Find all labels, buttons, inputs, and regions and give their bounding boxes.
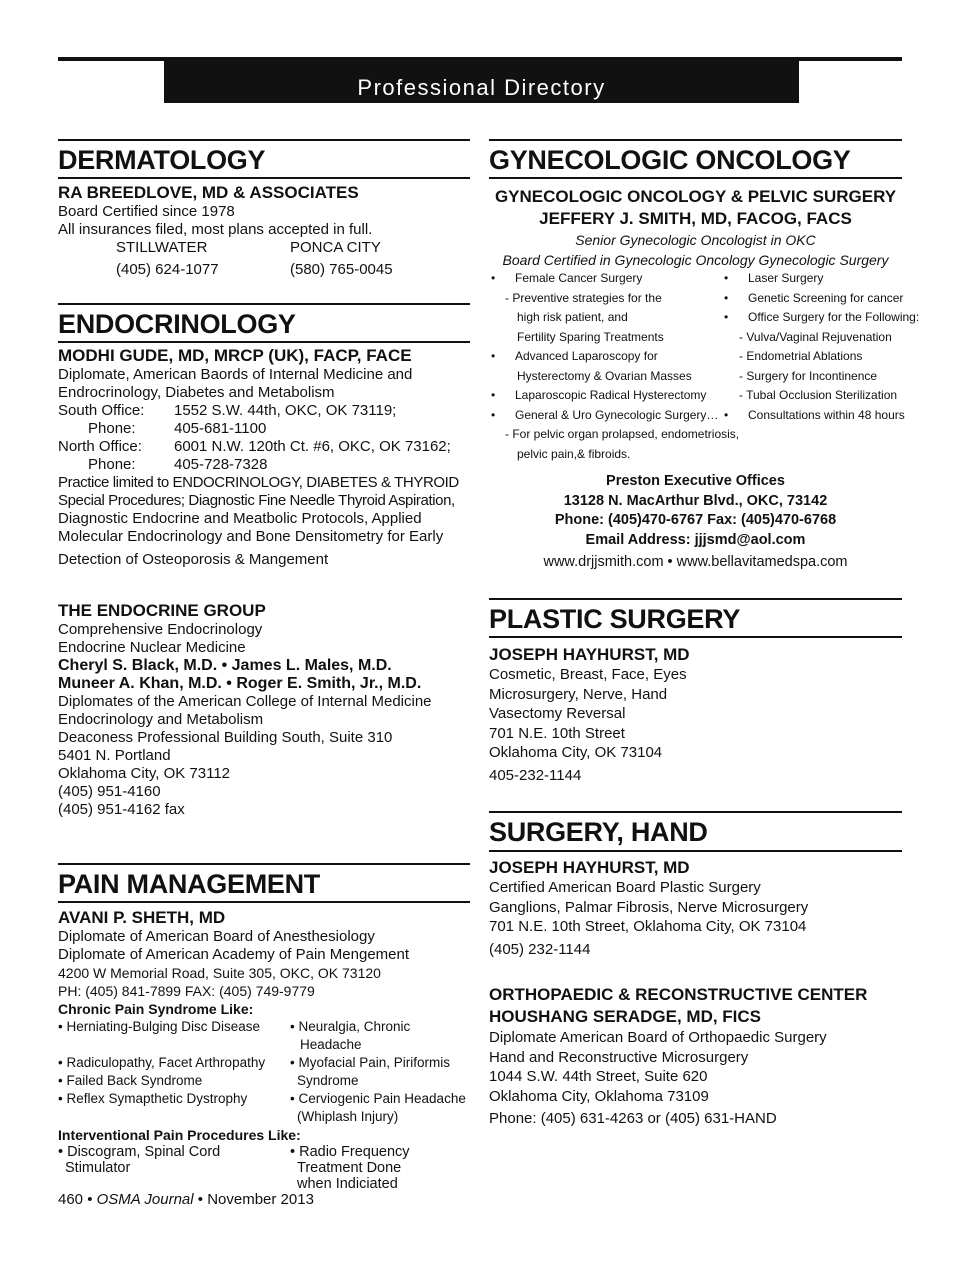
page-banner: Professional Directory xyxy=(164,61,799,103)
practice-title: ORTHOPAEDIC & RECONSTRUCTIVE CENTER xyxy=(489,985,868,1004)
listing-line: PH: (405) 841-7899 FAX: (405) 749-9779 xyxy=(58,983,315,999)
physician-names: Muneer A. Khan, M.D. • Roger E. Smith, Jr., M.D. xyxy=(58,675,422,692)
listing-name: HOUSHANG SERADGE, MD, FICS xyxy=(489,1007,762,1026)
list-item: Treatment Done xyxy=(297,1160,402,1176)
credential-line: Senior Gynecologic Oncologist in OKC xyxy=(575,232,816,248)
listing-name: JEFFERY J. SMITH, MD, FACOG, FACS xyxy=(539,209,852,228)
listing-name: AVANI P. SHETH, MD xyxy=(58,908,226,927)
practice-line: Diagnostic Endocrine and Meatbolic Protocols, Applied xyxy=(58,510,422,527)
office-address: 1552 S.W. 44th, OKC, OK 73119; xyxy=(174,402,397,419)
list-item: pelvic pain,& fibroids. xyxy=(517,446,631,461)
interventional-heading: Interventional Pain Procedures Like: xyxy=(58,1127,301,1143)
listing-line: Ganglions, Palmar Fibrosis, Nerve Microsurgery xyxy=(489,898,809,916)
list-item: Syndrome xyxy=(297,1073,359,1088)
listing-line: Certified American Board Plastic Surgery xyxy=(489,879,761,896)
list-item: Advanced Laparoscopy for xyxy=(515,349,658,363)
section-rule xyxy=(489,811,902,813)
interventional-list-left xyxy=(58,1144,220,1176)
practice-title: GYNECOLOGIC ONCOLOGY & PELVIC SURGERY xyxy=(494,187,897,206)
section-rule xyxy=(489,139,902,141)
office-label: North Office: xyxy=(58,438,142,455)
section-rule xyxy=(58,341,470,343)
list-item: Genetic Screening for cancer xyxy=(748,290,904,305)
bullet: • xyxy=(491,388,496,402)
office-email: Email Address: jjjsmd@aol.com xyxy=(585,531,806,548)
section-heading-gynecologic-oncology: GYNECOLOGIC ONCOLOGY xyxy=(489,145,851,175)
chronic-list-right xyxy=(290,1018,466,1126)
bullet: • xyxy=(491,407,496,422)
list-item: Laser Surgery xyxy=(748,271,824,285)
listing-line: Cosmetic, Breast, Face, Eyes xyxy=(489,666,687,683)
office-phone: (580) 765-0045 xyxy=(290,261,393,278)
list-item: Consultations within 48 hours xyxy=(748,407,905,422)
listing-line: 701 N.E. 10th Street xyxy=(489,724,625,742)
bullet: • xyxy=(724,290,729,305)
list-item: • Neuralgia, Chronic xyxy=(290,1019,411,1034)
practice-line: Practice limited to ENDOCRINOLOGY, DIABETES & THYROID xyxy=(58,474,459,491)
journal-name: OSMA Journal xyxy=(96,1191,194,1208)
list-item: - Vulva/Vaginal Rejuvenation xyxy=(739,329,892,344)
practice-line: Detection of Osteoporosis & Mangement xyxy=(58,551,329,568)
chronic-pain-heading: Chronic Pain Syndrome Like: xyxy=(58,1001,254,1017)
list-item: • Cerviogenic Pain Headache xyxy=(290,1091,466,1106)
section-rule xyxy=(489,177,902,179)
list-item: (Whiplash Injury) xyxy=(297,1109,399,1124)
bullet: • xyxy=(724,271,729,285)
list-item: - Preventive strategies for the xyxy=(505,290,662,305)
listing-name: RA BREEDLOVE, MD & ASSOCIATES xyxy=(58,183,359,202)
section-rule xyxy=(58,863,470,865)
page-number: 460 • xyxy=(58,1191,97,1208)
listing-line: 4200 W Memorial Road, Suite 305, OKC, OK 73120 xyxy=(58,965,381,981)
office-city: PONCA CITY xyxy=(290,239,381,256)
chronic-list-left xyxy=(58,1018,265,1108)
services-list-left xyxy=(489,269,739,464)
office-phone: Phone: (405)470-6767 Fax: (405)470-6768 xyxy=(554,512,837,528)
section-rule xyxy=(489,636,902,638)
listing-line: Board Certified since 1978 xyxy=(58,203,235,220)
listing-line: Oklahoma City, OK 73112 xyxy=(58,765,231,782)
phone-label: Phone: xyxy=(88,456,136,473)
physician-names: Cheryl S. Black, M.D. • James L. Males, M.D. xyxy=(58,657,392,674)
listing-phone: (405) 232-1144 xyxy=(489,940,591,958)
listing-line: Diplomate of American Academy of Pain Mengement xyxy=(58,946,410,963)
credential-line: Board Certified in Gynecologic Oncology Gynecologic Surgery xyxy=(502,252,889,268)
listing-breedlove xyxy=(58,183,470,279)
list-item: • Radio Frequency xyxy=(290,1144,410,1160)
listing-endocrine-group xyxy=(58,601,470,819)
list-item: • Radiculopathy, Facet Arthropathy xyxy=(58,1055,266,1070)
section-rule xyxy=(489,598,902,600)
listing-line: (405) 951-4162 fax xyxy=(58,801,185,818)
listing-line: Diplomate American Board of Orthopaedic Surgery xyxy=(489,1029,827,1046)
list-item: - Endometrial Ablations xyxy=(739,349,863,363)
listing-line: Endrocrinology, Diabetes and Metabolism xyxy=(58,384,335,401)
office-address: 13128 N. MacArthur Blvd., OKC, 73142 xyxy=(563,492,828,509)
listing-line: All insurances filed, most plans accepted in full. xyxy=(58,221,373,238)
bullet: • xyxy=(491,271,496,285)
listing-line: Diplomate of American Board of Anesthesiology xyxy=(58,928,375,945)
listing-line: Deaconess Professional Building South, Suite 310 xyxy=(58,729,393,746)
section-rule xyxy=(58,303,470,305)
listing-seradge xyxy=(489,984,902,1129)
office-address: 6001 N.W. 120th Ct. #6, OKC, OK 73162; xyxy=(174,438,451,455)
list-item: Laparoscopic Radical Hysterectomy xyxy=(515,388,707,402)
list-item: General & Uro Gynecologic Surgery… xyxy=(515,407,719,422)
bullet: • xyxy=(491,349,496,363)
list-item: Office Surgery for the Following: xyxy=(748,310,920,324)
listing-line: 701 N.E. 10th Street, Oklahoma City, OK 73104 xyxy=(489,918,807,935)
listing-line: Endocrine Nuclear Medicine xyxy=(58,639,246,656)
listing-hayhurst-plastic xyxy=(489,645,902,785)
listing-name: THE ENDOCRINE GROUP xyxy=(58,601,266,620)
section-heading-surgery-hand: SURGERY, HAND xyxy=(489,817,708,847)
listing-line: 5401 N. Portland xyxy=(58,747,171,764)
listing-line: Hand and Reconstructive Microsurgery xyxy=(489,1048,749,1066)
listing-sheth xyxy=(58,908,470,1018)
listing-line: Oklahoma City, OK 73104 xyxy=(489,744,663,761)
office-phone: 405-728-7328 xyxy=(174,456,268,473)
list-item: high risk patient, and xyxy=(517,310,628,324)
bullet: • xyxy=(724,407,729,422)
office-block xyxy=(489,472,902,573)
office-label: South Office: xyxy=(58,402,145,419)
office-phone: (405) 624-1077 xyxy=(116,261,219,278)
list-item: - Tubal Occlusion Sterilization xyxy=(739,388,898,402)
list-item: - Surgery for Incontinence xyxy=(739,368,878,383)
listing-hayhurst-hand xyxy=(489,858,902,959)
list-item: • Discogram, Spinal Cord xyxy=(58,1144,221,1160)
list-item: • Myofacial Pain, Piriformis xyxy=(290,1055,451,1070)
listing-name: MODHI GUDE, MD, MRCP (UK), FACP, FACE xyxy=(58,346,412,365)
list-item: when Indiciated xyxy=(297,1176,398,1192)
website-links[interactable]: www.drjjsmith.com • www.bellavitamedspa.com xyxy=(543,554,848,570)
listing-gude xyxy=(58,346,470,569)
listing-line: Endocrinology and Metabolism xyxy=(58,711,264,728)
issue-date: • November 2013 xyxy=(193,1191,314,1208)
listing-name: JOSEPH HAYHURST, MD xyxy=(489,645,690,664)
office-phone: 405-681-1100 xyxy=(174,420,267,437)
interventional-list-right xyxy=(290,1144,410,1192)
practice-line: Molecular Endocrinology and Bone Densitometry for Early xyxy=(58,528,444,545)
list-item: • Herniating-Bulging Disc Disease xyxy=(58,1019,261,1034)
listing-line: (405) 951-4160 xyxy=(58,783,161,800)
office-name: Preston Executive Offices xyxy=(606,473,785,489)
bullet: • xyxy=(724,310,729,324)
listing-line: Oklahoma City, Oklahoma 73109 xyxy=(489,1087,709,1105)
section-rule xyxy=(58,901,470,903)
phone-label: Phone: xyxy=(88,420,136,437)
practice-line: Special Procedures; Diagnostic Fine Needle Thyroid Aspiration, xyxy=(58,492,455,509)
listing-line: Diplomates of the American College of Internal Medicine xyxy=(58,693,432,710)
list-item: Female Cancer Surgery xyxy=(515,271,643,285)
listing-phone: Phone: (405) 631-4263 or (405) 631-HAND xyxy=(489,1110,777,1127)
listing-line: Diplomate, American Baords of Internal Medicine and xyxy=(58,366,413,383)
services-list-right xyxy=(722,269,920,425)
section-heading-plastic-surgery: PLASTIC SURGERY xyxy=(489,604,741,634)
section-heading-endocrinology: ENDOCRINOLOGY xyxy=(58,309,296,339)
listing-name: JOSEPH HAYHURST, MD xyxy=(489,858,690,877)
listing-phone: 405-232-1144 xyxy=(489,766,582,784)
list-item: Fertility Sparing Treatments xyxy=(517,329,664,344)
list-item: • Failed Back Syndrome xyxy=(58,1073,203,1088)
section-heading-pain-management: PAIN MANAGEMENT xyxy=(58,869,320,899)
listing-line: 1044 S.W. 44th Street, Suite 620 xyxy=(489,1068,708,1085)
section-rule xyxy=(489,850,902,852)
list-item: • Reflex Symapthetic Dystrophy xyxy=(58,1091,248,1106)
section-rule xyxy=(58,139,470,141)
listing-line: Microsurgery, Nerve, Hand xyxy=(489,685,668,703)
section-rule xyxy=(58,177,470,179)
section-heading-dermatology: DERMATOLOGY xyxy=(58,145,266,175)
page-footer xyxy=(58,1190,314,1210)
listing-smith-header xyxy=(489,186,902,270)
list-item: - For pelvic organ prolapsed, endometriosis, xyxy=(505,427,740,441)
listing-line: Vasectomy Reversal xyxy=(489,705,626,722)
office-city: STILLWATER xyxy=(116,239,208,256)
list-item: Hysterectomy & Ovarian Masses xyxy=(517,368,692,383)
list-item: Stimulator xyxy=(65,1160,131,1176)
listing-line: Comprehensive Endocrinology xyxy=(58,621,263,638)
list-item: Headache xyxy=(300,1037,362,1052)
